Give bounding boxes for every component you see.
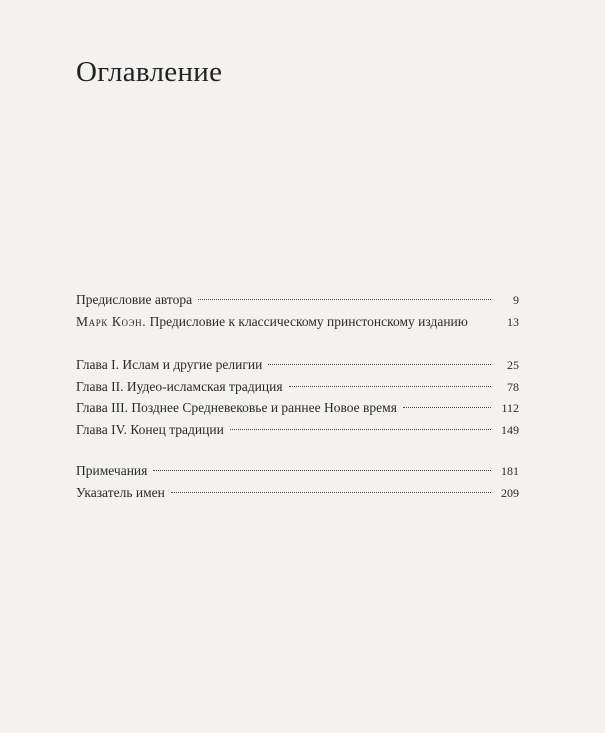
toc-entry-chapter-1[interactable]	[76, 354, 519, 376]
toc-entry-page: 149	[501, 422, 519, 437]
toc-entry-title-text: Предисловие к классическому принстонскому изданию	[149, 313, 468, 329]
toc-entry-page: 9	[513, 293, 519, 307]
toc-entry-index[interactable]	[76, 482, 519, 504]
toc-entry-page: 13	[507, 314, 519, 329]
toc-entry-title: Глава IV. Конец традиции	[76, 421, 224, 437]
dot-leader	[198, 299, 491, 300]
toc-entry-page: 78	[507, 379, 519, 394]
toc-entry-page: 112	[501, 401, 519, 415]
toc-entry-chapter-3[interactable]	[76, 397, 519, 419]
toc-entry-title: Предисловие автора	[76, 292, 193, 307]
dot-leader	[403, 407, 491, 408]
dot-leader	[230, 429, 491, 430]
toc-entry-author-preface[interactable]	[76, 289, 519, 311]
dot-leader	[153, 470, 491, 471]
dot-leader	[268, 364, 491, 365]
toc-entry-title: Глава III. Позднее Средневековье и раннее Новое время	[76, 400, 397, 415]
toc-entry-title: Глава I. Ислам и другие религии	[76, 357, 263, 372]
table-of-contents	[76, 289, 519, 503]
toc-group-chapters	[76, 354, 519, 440]
toc-entry-chapter-4[interactable]	[76, 419, 519, 441]
toc-entry-title: Глава II. Иудео-исламская традиция	[76, 378, 283, 394]
toc-group-back-matter	[76, 460, 519, 503]
toc-entry-cohen-preface[interactable]	[76, 311, 519, 333]
toc-entry-title: Указатель имен	[76, 484, 165, 500]
page-title: Оглавление	[76, 56, 223, 88]
toc-entry-notes[interactable]	[76, 460, 519, 482]
dot-leader	[171, 492, 491, 493]
toc-entry-page: 181	[501, 464, 519, 478]
toc-entry-page: 25	[507, 358, 519, 372]
toc-entry-page: 209	[501, 485, 519, 500]
toc-entry-chapter-2[interactable]	[76, 376, 519, 398]
toc-entry-title: Примечания	[76, 463, 148, 478]
toc-entry-author: Марк Коэн.	[76, 313, 147, 329]
dot-leader	[289, 386, 491, 387]
toc-group-front-matter	[76, 289, 519, 332]
toc-entry-title	[76, 311, 501, 333]
